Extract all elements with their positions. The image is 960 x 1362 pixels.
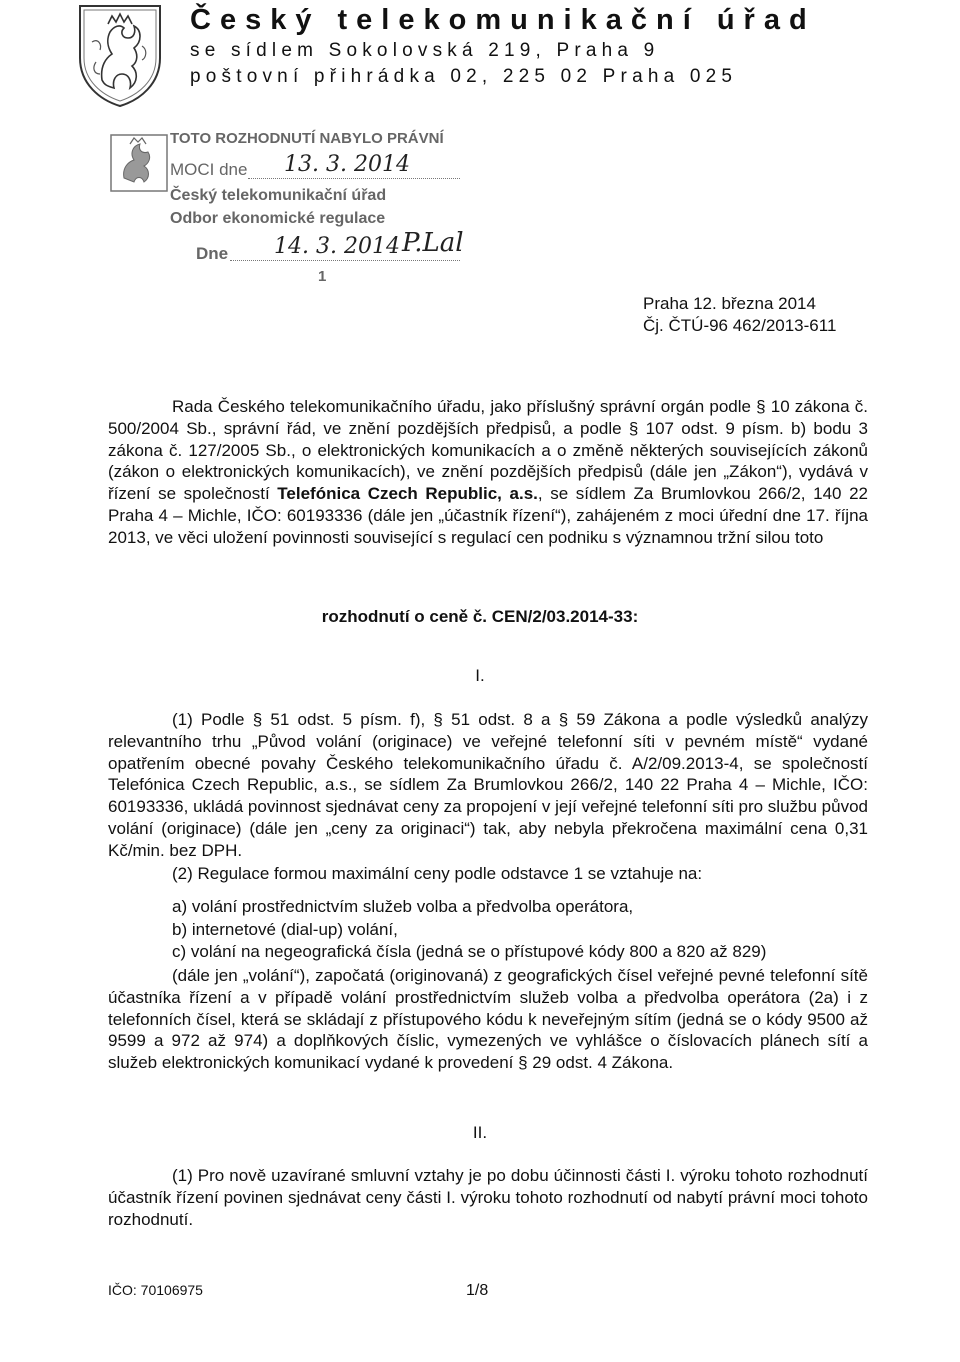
decision-title: rozhodnutí o ceně č. CEN/2/03.2014-33:: [321, 607, 639, 626]
list-item: a) volání prostřednictvím služeb volba a předvolba operátora,: [172, 897, 634, 916]
stamp-dne-handwritten-date: 14. 3. 2014: [274, 234, 400, 259]
legal-effect-stamp: [108, 130, 488, 295]
section-2-heading: II.: [472, 1123, 488, 1142]
stamp-lion-icon: [108, 132, 170, 194]
section-1-heading: I.: [475, 666, 485, 685]
list-item: c) volání na negeografická čísla (jedná se o přístupové kódy 800 a 820 až 829): [172, 942, 767, 961]
stamp-office: Český telekomunikační úřad: [170, 187, 387, 204]
company-name: Telefónica Czech Republic, a.s.: [277, 484, 538, 504]
office-name-heading: Český telekomunikační úřad: [190, 4, 816, 36]
czech-coat-of-arms-logo: [72, 2, 168, 108]
list-item: b) internetové (dial-up) volání,: [172, 919, 398, 939]
stamp-dne-line: [230, 260, 460, 261]
address-line-1: se sídlem Sokolovská 219, Praha 9: [190, 40, 660, 61]
stamp-dne-label: Dne: [196, 244, 229, 263]
section-2-para-1: (1) Pro nově uzavírané smluvní vztahy je po dobu účinnosti části I. výroku tohoto rozhodnutí účastník řízení povinen sjednávat ceny části I. výroku tohoto rozhodnutí od nabytí právní moci tohoto rozhodnutí.: [108, 1166, 868, 1229]
regulation-scope-list: [172, 896, 766, 964]
date-reference-block: [643, 293, 836, 337]
stamp-header: TOTO ROZHODNUTÍ NABYLO PRÁVNÍ: [170, 130, 444, 147]
stamp-page-mark: 1: [318, 268, 327, 285]
reference-number: Čj. ČTÚ-96 462/2013-611: [643, 316, 837, 335]
stamp-moci-label: MOCI dne: [170, 160, 248, 179]
intro-paragraph: [108, 396, 868, 549]
footer-ico: IČO: 70106975: [108, 1282, 203, 1298]
place-and-date: Praha 12. března 2014: [643, 294, 816, 313]
page-number: 1/8: [466, 1282, 489, 1299]
stamp-signature: P.Lal: [402, 228, 464, 258]
stamp-moci-handwritten-date: 13. 3. 2014: [284, 152, 410, 177]
address-line-2: poštovní přihrádka 02, 225 02 Praha 025: [190, 66, 738, 87]
section-1-para-1: (1) Podle § 51 odst. 5 písm. f), § 51 odst. 8 a § 59 Zákona a podle výsledků analýzy relevantního trhu „Původ volání (originace) ve veřejné telefonní síti v pevném místě“ vydané opatřením obecné povahy Českého telekomunikačního úřadu č. A/2/09.2013-4, se společností Telefónica Czech Republic, a.s., se sídlem Za Brumlovkou 266/2, 140 22 Praha 4 – Michle, IČO: 60193336, ukládá povinnost sjednávat ceny za propojení v její veřejné telefonní síti pro službu původ volání (originace) (dále jen „ceny za originaci“) tak, aby nebyla překročena maximální cena 0,31 Kč/min. bez DPH.: [108, 710, 868, 860]
intro-text: Rada Českého telekomunikačního úřadu, jako příslušný správní orgán podle § 10 zákona č. 500/2004 Sb., správní řád, ve znění pozdějších předpisů, a podle § 107 odst. 9 písm. b) bodu 3 zákona č. 127/2005 Sb., o elektronických komunikacích a o změně některých souvisejících zákonů (zákon o elektronických komunikacích), ve znění pozdějších předpisů (dále jen „Zákon“), vydává v řízení se společností: [108, 397, 868, 504]
stamp-moci-line: [248, 178, 460, 179]
stamp-department: Odbor ekonomické regulace: [170, 210, 386, 227]
section-1-para-3: (dále jen „volání“), započatá (originovaná) z geografických čísel veřejné pevné telefonní sítě účastníka řízení a v případě volání prostřednictvím služeb volba a předvolba operátora (2a) i z telefonních čísel, která se skládají z přístupového kódu k neveřejným sítím (jedná se o kódy 9500 až 9599 a 972 až 974) a doplňkových číslic, vymezených ve vyhlášce o číslovacích plánech sítí a služeb elektronických komunikací vydané k provedení § 29 odst. 4 Zákona.: [108, 966, 868, 1073]
section-1-para-2: (2) Regulace formou maximální ceny podle odstavce 1 se vztahuje na:: [172, 864, 703, 883]
intro-tail: , se sídlem Za Brumlovkou 266/2, 140 22 Praha 4 – Michle, IČO: 60193336 (dále jen „účastník řízení“), zahájeném z moci úřední dne 17. října 2013, ve věci uložení povinnosti související s regulací cen podniku s významnou tržní silou toto: [108, 484, 869, 547]
